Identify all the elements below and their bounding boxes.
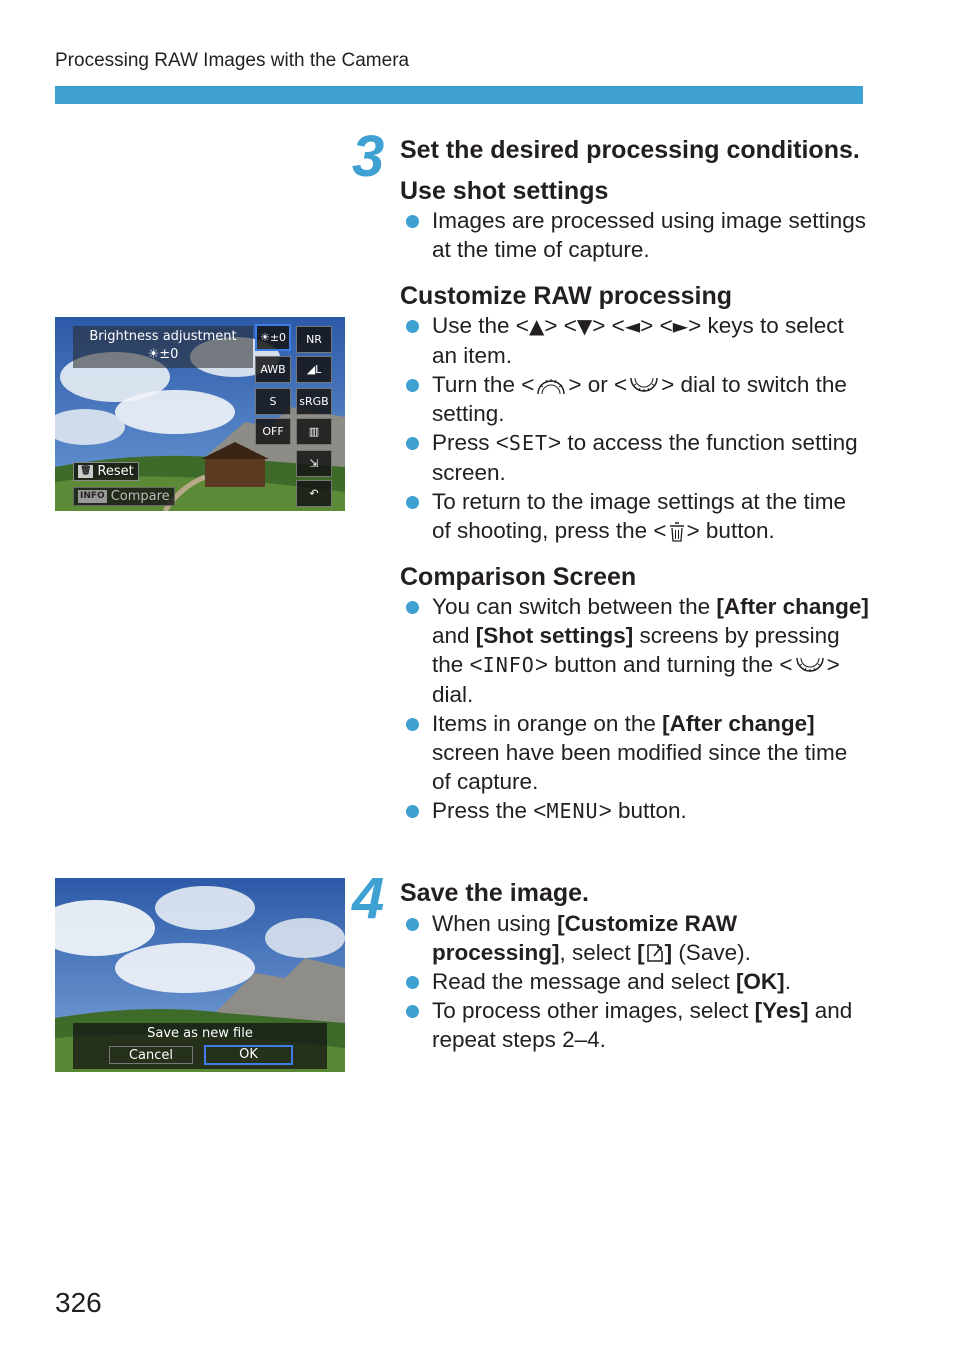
list-item: Press the <MENU> button.	[400, 796, 870, 826]
use-shot-settings-title: Use shot settings	[400, 177, 609, 205]
customize-raw-screen-image	[55, 317, 345, 511]
comparison-bullets	[400, 592, 870, 826]
list-item: Items in orange on the [After change] screen have been modified since the time of capture.	[400, 709, 870, 796]
save-dialog-screen-image	[55, 878, 345, 1072]
list-item: Read the message and select [OK].	[400, 967, 870, 996]
trash-icon	[667, 521, 687, 543]
list-item: When using [Customize RAW processing], select [ ] (Save).	[400, 909, 870, 967]
quick-control-dial-icon	[793, 654, 827, 676]
info-button-icon: INFO	[482, 653, 535, 677]
list-item: Use the <▲> <▼> <◄> <►> keys to select an item.	[400, 311, 870, 370]
up-arrow-icon: ▲	[528, 314, 545, 338]
set-button-icon: SET	[508, 431, 549, 455]
comparison-screen-title: Comparison Screen	[400, 563, 637, 591]
down-arrow-icon: ▼	[576, 314, 593, 338]
lens-correction-icon[interactable]: OFF	[255, 418, 291, 445]
step3-content	[400, 134, 870, 826]
ok-button[interactable]: OK	[204, 1045, 293, 1065]
brightness-adjustment-label: Brightness adjustment ☀±0	[73, 326, 253, 368]
save-icon[interactable]: ⇲	[296, 450, 332, 477]
step-number-3: 3	[352, 124, 383, 189]
list-item: Images are processed using image settings at the time of capture.	[400, 206, 870, 264]
step-number-4: 4	[352, 866, 383, 931]
quick-control-dial-icon	[627, 374, 661, 396]
list-item: To process other images, select [Yes] and repeat steps 2–4.	[400, 996, 870, 1054]
step4-bullets	[400, 909, 870, 1054]
color-space-icon[interactable]: sRGB	[296, 388, 332, 415]
noise-reduction-icon[interactable]: NR	[296, 326, 332, 353]
reset-button[interactable]: 🗑 Reset	[73, 462, 139, 481]
list-item: Press <SET> to access the function setting screen.	[400, 428, 870, 487]
list-item: To return to the image settings at the time of shooting, press the < > button.	[400, 487, 870, 545]
list-item: Turn the < > or < > dial to switch the setting.	[400, 370, 870, 428]
white-balance-icon[interactable]: AWB	[255, 356, 291, 383]
menu-button-icon: MENU	[546, 799, 599, 823]
right-arrow-icon: ►	[672, 314, 689, 338]
brightness-setting-icon[interactable]: ☀±0	[255, 324, 291, 351]
step3-title: Set the desired processing conditions.	[400, 136, 860, 164]
trash-icon: 🗑	[80, 466, 92, 476]
info-icon: INFO	[80, 491, 105, 501]
save-dialog	[73, 1023, 327, 1069]
step4-content	[400, 877, 870, 1054]
save-dialog-message: Save as new file	[147, 1026, 253, 1041]
use-shot-bullets	[400, 206, 870, 264]
header-rule	[55, 86, 863, 104]
main-dial-icon	[534, 374, 568, 396]
back-icon[interactable]: ↶	[296, 480, 332, 507]
cancel-button[interactable]: Cancel	[109, 1046, 193, 1064]
image-quality-icon[interactable]: ◢L	[296, 356, 332, 383]
compare-button[interactable]: INFO Compare	[73, 487, 175, 506]
left-arrow-icon: ◄	[624, 314, 641, 338]
page-number: 326	[55, 1287, 102, 1318]
customize-bullets	[400, 311, 870, 545]
list-item: You can switch between the [After change] and [Shot settings] screens by pressing the <INFO> button and turning the < > dial.	[400, 592, 870, 709]
running-header: Processing RAW Images with the Camera	[55, 50, 410, 71]
brightness-value: ☀±0	[147, 347, 179, 362]
customize-raw-title: Customize RAW processing	[400, 282, 732, 310]
save-icon	[645, 943, 665, 963]
picture-style-icon[interactable]: S	[255, 388, 291, 415]
aberration-correction-icon[interactable]: ▥	[296, 418, 332, 445]
step4-title: Save the image.	[400, 879, 589, 907]
